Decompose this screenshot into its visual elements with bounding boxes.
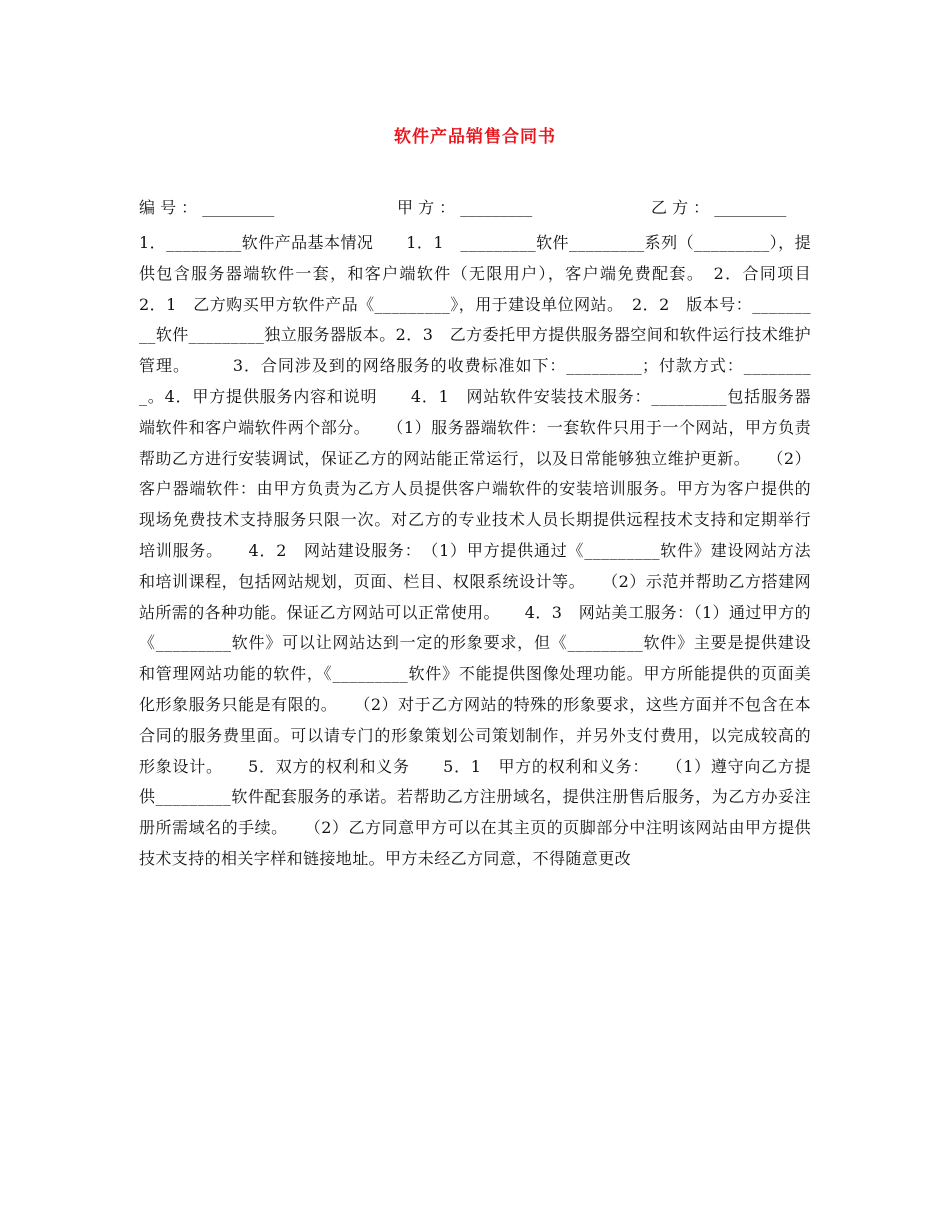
document-title: 软件产品销售合同书 — [394, 127, 556, 147]
contract-header-row — [139, 196, 811, 220]
contract-number-field: 编 号 ： _________ — [139, 198, 275, 217]
party-b-field: 乙 方 ： _________ — [651, 198, 787, 217]
party-a-field: 甲 方 ： _________ — [397, 198, 533, 217]
contract-body-text: 1．_________软件产品基本情况 1．1 _________软件_________系列（_________），提供包含服务器端软件一套，和客户端软件（无限用户），客户端免费配套。 2．合同项目 2．1 乙方购买甲方软件产品《_________》，用于建设单位网站。 2．2 版本号：_________软件_________独立服务器版本。2．3 乙方委托甲方提供服务器空间和软件运行技术维护管理。 3．合同涉及到的网络服务的收费标准如下：_________；付款方式：_________。4．甲方提供服务内容和说明 4．1 网站软件安装技术服务：_________包括服务器端软件和客户端软件两个部分。 （1）服务器端软件：一套软件只用于一个网站，甲方负责帮助乙方进行安装调试，保证乙方的网站能正常运行，以及日常能够独立维护更新。 （2）客户器端软件：由甲方负责为乙方人员提供客户端软件的安装培训服务。甲方为客户提供的现场免费技术支持服务只限一次。对乙方的专业技术人员长期提供远程技术支持和定期举行培训服务。 4．2 网站建设服务： （1）甲方提供通过《_________软件》建设网站方法和培训课程，包括网站规划，页面、栏目、权限系统设计等。 （2）示范并帮助乙方搭建网站所需的各种功能。保证乙方网站可以正常使用。 4．3 网站美工服务：（1）通过甲方的《_________软件》可以让网站达到一定的形象要求，但《_________软件》主要是提供建设和管理网站功能的软件，《_________软件》不能提供图像处理功能。甲方所能提供的页面美化形象服务只能是有限的。 （2）对于乙方网站的特殊的形象要求，这些方面并不包含在本合同的服务费里面。可以请专门的形象策划公司策划制作，并另外支付费用，以完成较高的形象设计。 5．双方的权利和义务 5．1 甲方的权利和义务： （1）遵守向乙方提供_________软件配套服务的承诺。若帮助乙方注册域名，提供注册售后服务，为乙方办妥注册所需域名的手续。 （2）乙方同意甲方可以在其主页的页脚部分中注明该网站由甲方提供技术支持的相关字样和链接地址。甲方未经乙方同意，不得随意更改 — [139, 233, 844, 868]
